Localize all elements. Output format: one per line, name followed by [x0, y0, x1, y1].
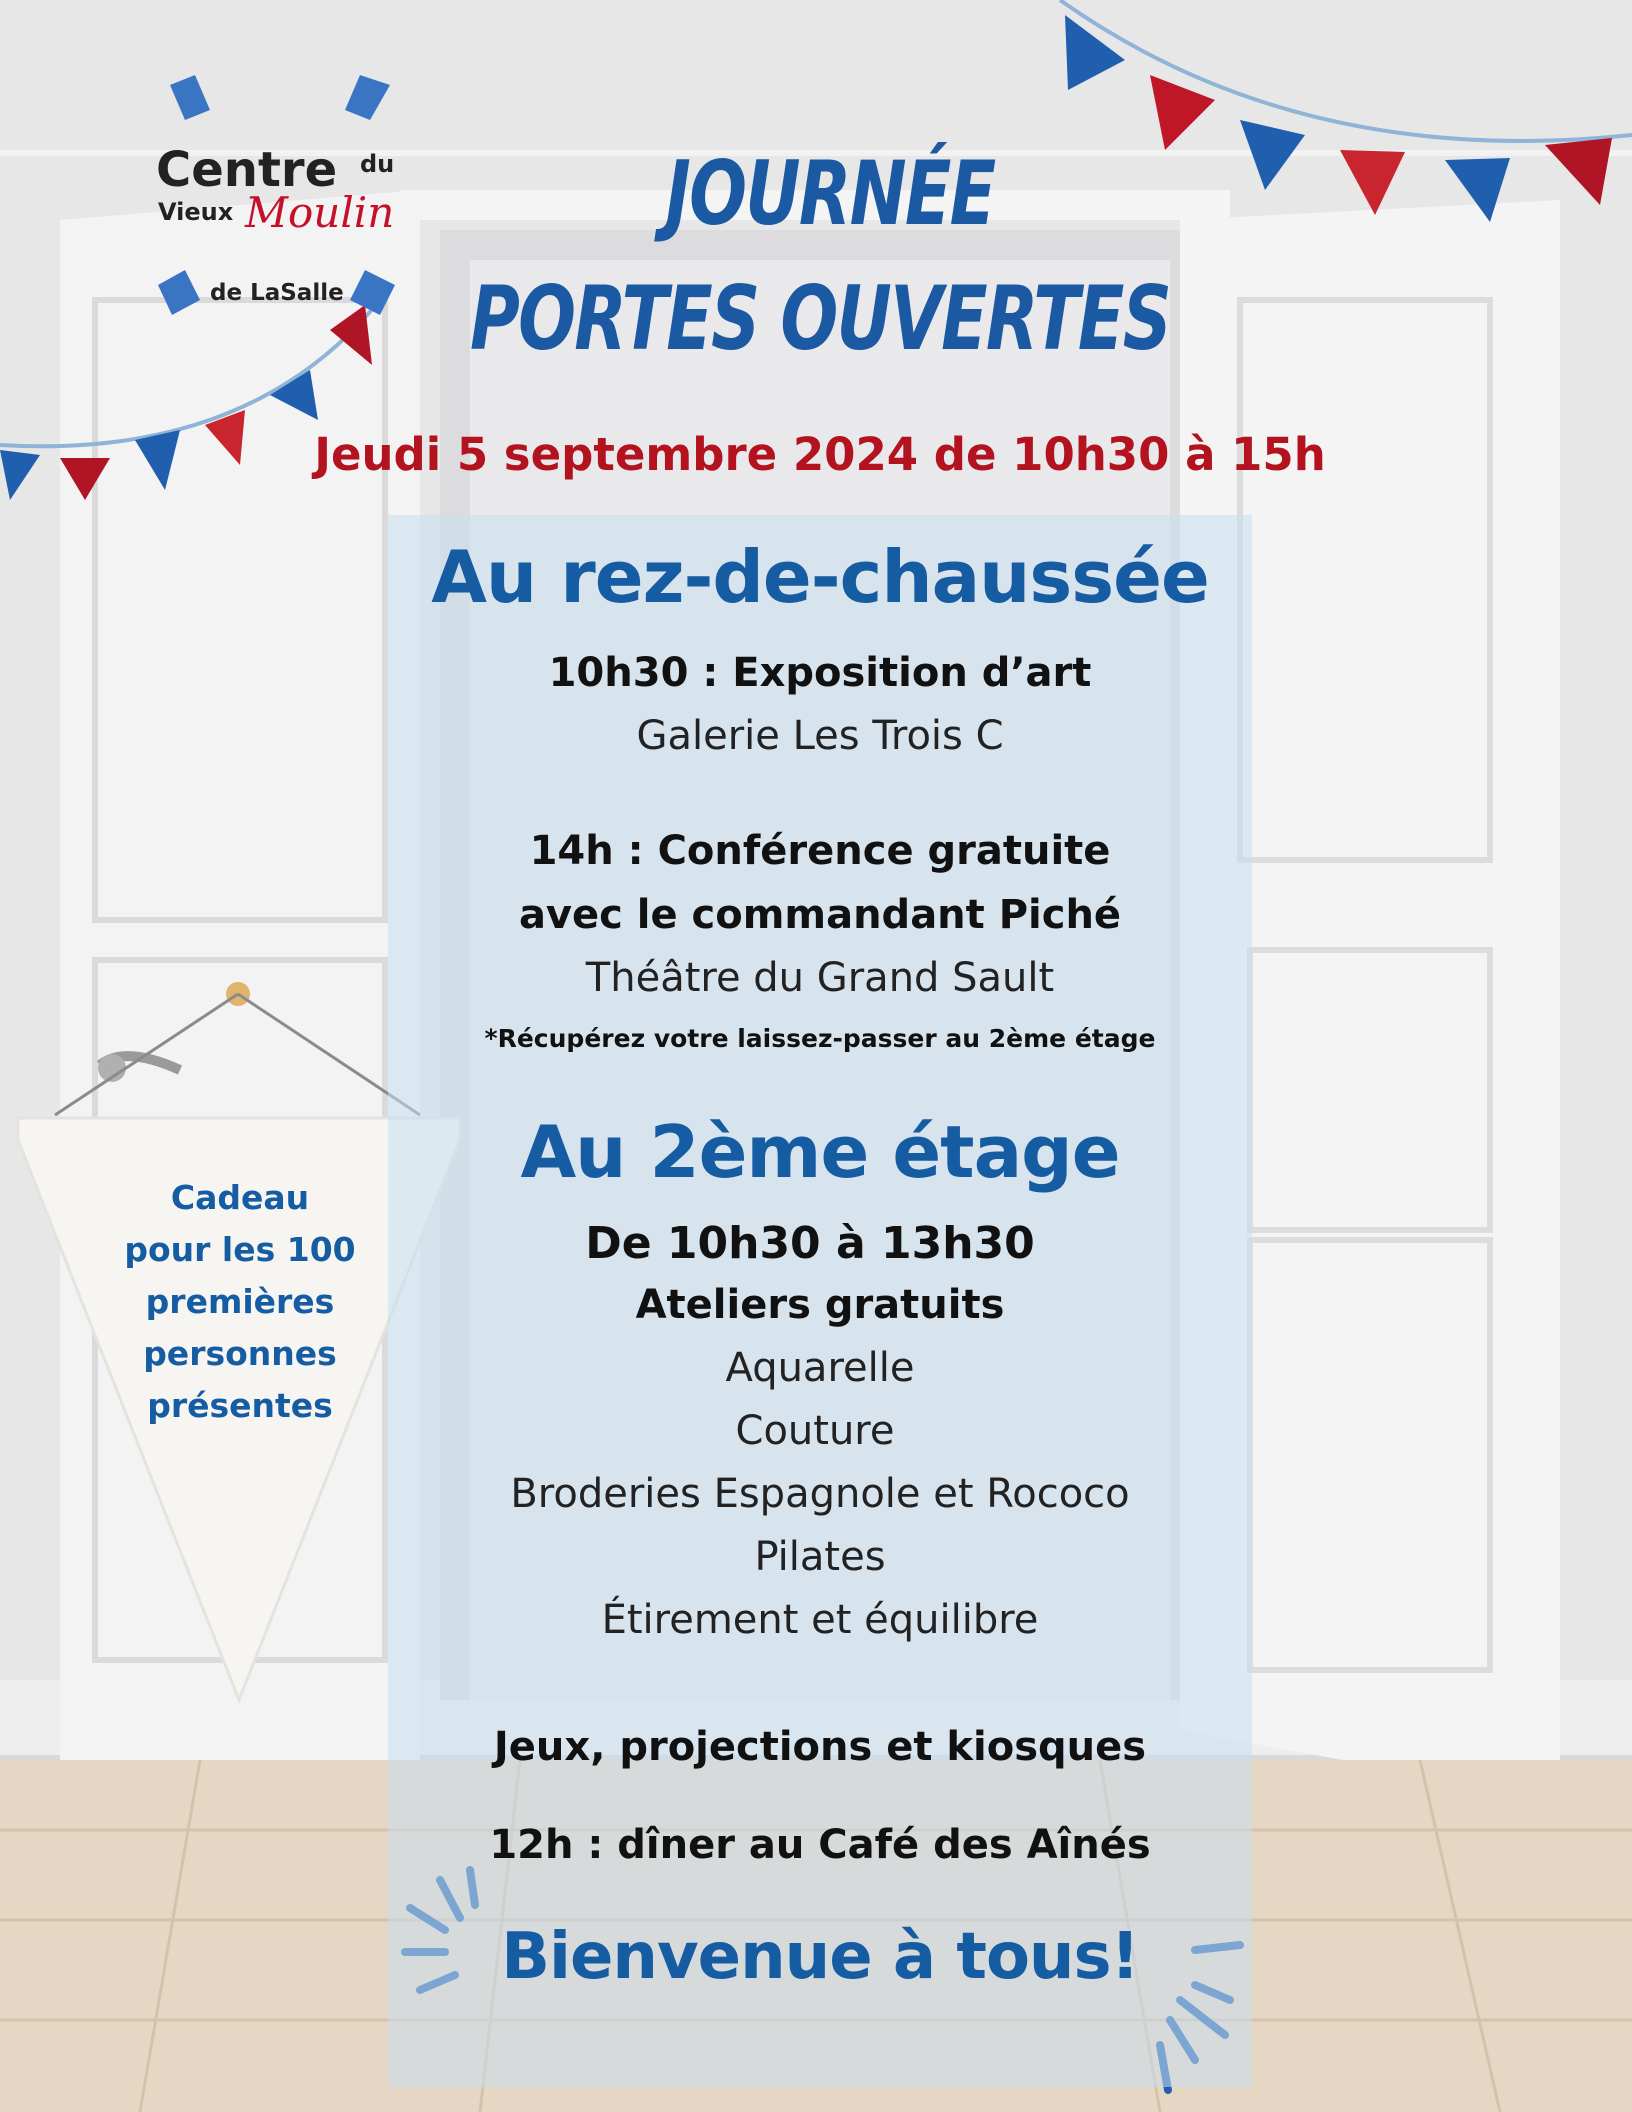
logo-centre: Centre — [156, 142, 338, 198]
gift-line: pour les 100 — [124, 1230, 356, 1269]
rez-item2-note: *Récupérez votre laissez-passer au 2ème étage — [484, 1024, 1156, 1053]
diner-line: 12h : dîner au Café des Aînés — [489, 1822, 1151, 1868]
etage-time: De 10h30 à 13h30 — [585, 1218, 1035, 1269]
workshop-item: Pilates — [754, 1534, 886, 1580]
logo-de-lasalle: de LaSalle — [210, 280, 344, 306]
jeux-line: Jeux, projections et kiosques — [493, 1724, 1147, 1770]
event-date: Jeudi 5 septembre 2024 de 10h30 à 15h — [314, 428, 1326, 481]
rez-heading: Au rez-de-chaussée — [431, 535, 1209, 619]
title-line-2: PORTES OUVERTES — [469, 267, 1171, 370]
etage-ateliers: Ateliers gratuits — [635, 1282, 1005, 1328]
rez-item1-place: Galerie Les Trois C — [636, 713, 1004, 759]
bienvenue: Bienvenue à tous! — [501, 1920, 1139, 1994]
workshop-item: Aquarelle — [725, 1345, 915, 1391]
workshop-item: Couture — [735, 1408, 895, 1454]
rez-item2-title-line2: avec le commandant Piché — [518, 892, 1122, 938]
logo — [150, 70, 420, 320]
gift-line: Cadeau — [170, 1178, 310, 1217]
gift-line: personnes — [143, 1334, 337, 1373]
logo-vieux: Vieux — [158, 198, 234, 226]
rez-item2-place: Théâtre du Grand Sault — [585, 955, 1055, 1001]
rez-item1-title: 10h30 : Exposition d’art — [548, 650, 1092, 696]
title-line-1: JOURNÉE — [665, 142, 995, 245]
gift-line: présentes — [147, 1386, 333, 1425]
rez-item2-title-line1: 14h : Conférence gratuite — [529, 828, 1111, 874]
gift-line: premières — [145, 1282, 335, 1321]
logo-moulin: Moulin — [245, 188, 395, 237]
etage-heading: Au 2ème étage — [520, 1110, 1120, 1194]
workshop-item: Étirement et équilibre — [601, 1597, 1039, 1643]
logo-du: du — [360, 150, 395, 178]
workshop-item: Broderies Espagnole et Rococo — [510, 1471, 1130, 1517]
